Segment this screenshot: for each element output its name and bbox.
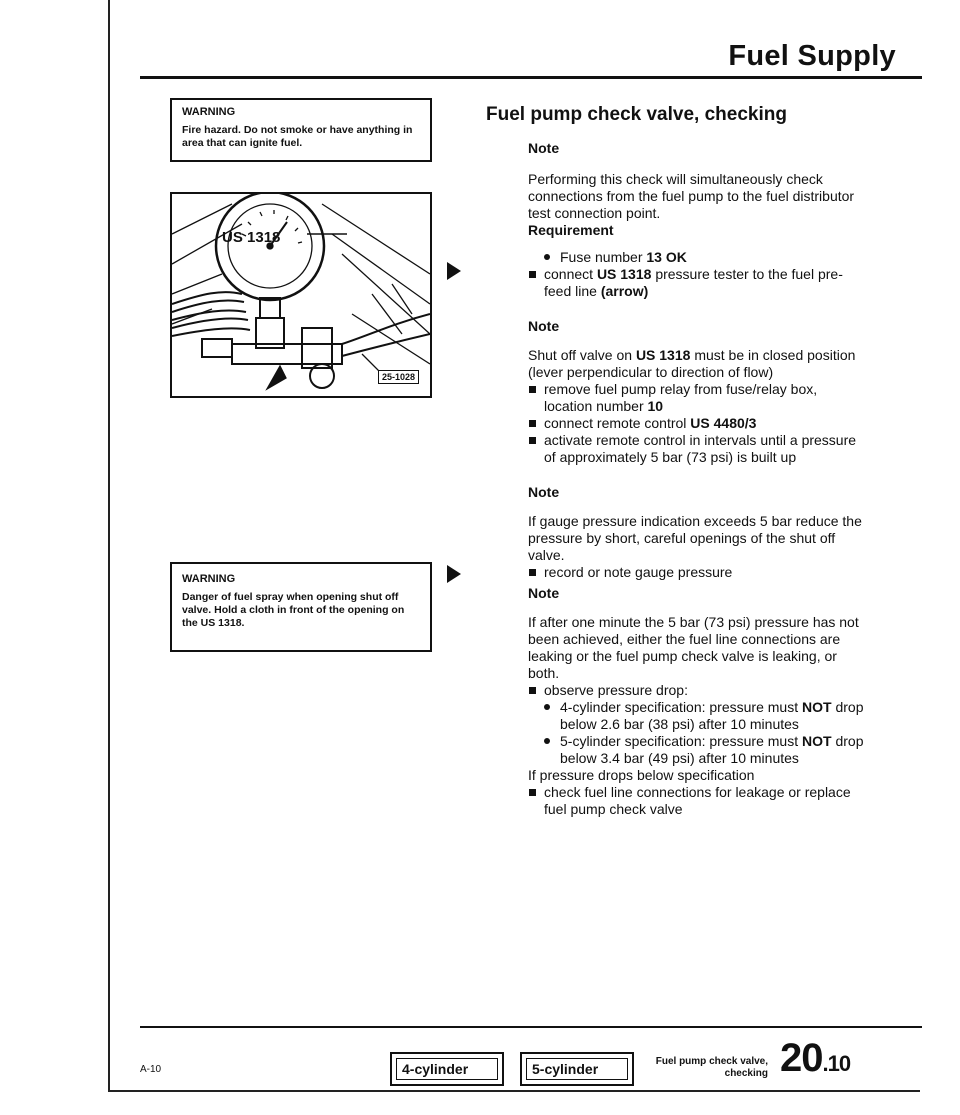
warning-title: WARNING: [182, 573, 236, 585]
figure-label: US 1318: [222, 229, 281, 246]
fuel-spray-warning-box: [170, 562, 432, 652]
step-observe-drop: observe pressure drop:: [528, 682, 868, 699]
page-header-title: Fuel Supply: [728, 40, 896, 72]
note-label: Note: [528, 140, 560, 156]
illustration-drawing: [172, 194, 430, 396]
footer-caption: Fuel pump check valve, checking: [655, 1056, 768, 1079]
pointer-arrow-icon: [447, 565, 461, 583]
step-connect-tester: connect US 1318 pressure tester to the fuel pre-feed line (arrow): [528, 266, 868, 300]
tab-4-cylinder[interactable]: 4-cylinder: [390, 1052, 504, 1086]
pointer-arrow-icon: [447, 262, 461, 280]
bottom-border-line: [108, 1090, 920, 1092]
step-connect-remote: connect remote control US 4480/3: [528, 415, 868, 432]
fire-warning-box: [170, 98, 432, 162]
pressure-tester-illustration: [170, 192, 432, 398]
requirement-item: Fuse number 13 OK: [528, 249, 868, 266]
footer-rule: [140, 1026, 922, 1028]
warning-text: Fire hazard. Do not smoke or have anything in area that can ignite fuel.: [182, 124, 413, 149]
requirement-label: Requirement: [528, 222, 614, 238]
note-label: Note: [528, 585, 560, 601]
tab-5-cylinder[interactable]: 5-cylinder: [520, 1052, 634, 1086]
note-text: Shut off valve on US 1318 must be in closed position (lever perpendicular to direction of flow): [528, 347, 856, 380]
left-margin-line: [108, 0, 110, 1092]
spec-5-cylinder: 5-cylinder specification: pressure must NOT drop below 3.4 bar (49 psi) after 10 minutes: [528, 733, 868, 767]
figure-reference-number: 25-1028: [378, 370, 419, 384]
section-title: Fuel pump check valve, checking: [486, 104, 787, 125]
spec-4-cylinder: 4-cylinder specification: pressure must NOT drop below 2.6 bar (38 psi) after 10 minutes: [528, 699, 868, 733]
page-code: A-10: [140, 1064, 162, 1075]
note-text: If after one minute the 5 bar (73 psi) pressure has not been achieved, either the fuel line connections are leaking or the fuel pump check valve is leaking, or both.: [528, 614, 859, 681]
section-number: 20.10: [780, 1036, 851, 1080]
step-remove-relay: remove fuel pump relay from fuse/relay box, location number 10: [528, 381, 868, 415]
procedure-content: [528, 140, 868, 818]
header-rule: [140, 76, 922, 79]
note-label: Note: [528, 318, 560, 334]
step-activate-remote: activate remote control in intervals until a pressure of approximately 5 bar (73 psi) is built up: [528, 432, 868, 466]
note-text: Performing this check will simultaneously check connections from the fuel pump to the fuel distributor test connection point.: [528, 171, 855, 221]
note-text: If gauge pressure indication exceeds 5 bar reduce the pressure by short, careful openings of the shut off valve.: [528, 513, 862, 563]
final-condition-text: If pressure drops below specification: [528, 767, 755, 783]
step-record-pressure: record or note gauge pressure: [528, 564, 868, 581]
step-check-replace: check fuel line connections for leakage or replace fuel pump check valve: [528, 784, 868, 818]
note-label: Note: [528, 484, 560, 500]
warning-text: Danger of fuel spray when opening shut off valve. Hold a cloth in front of the opening on the US 1318.: [182, 591, 405, 629]
warning-title: WARNING: [182, 106, 236, 118]
